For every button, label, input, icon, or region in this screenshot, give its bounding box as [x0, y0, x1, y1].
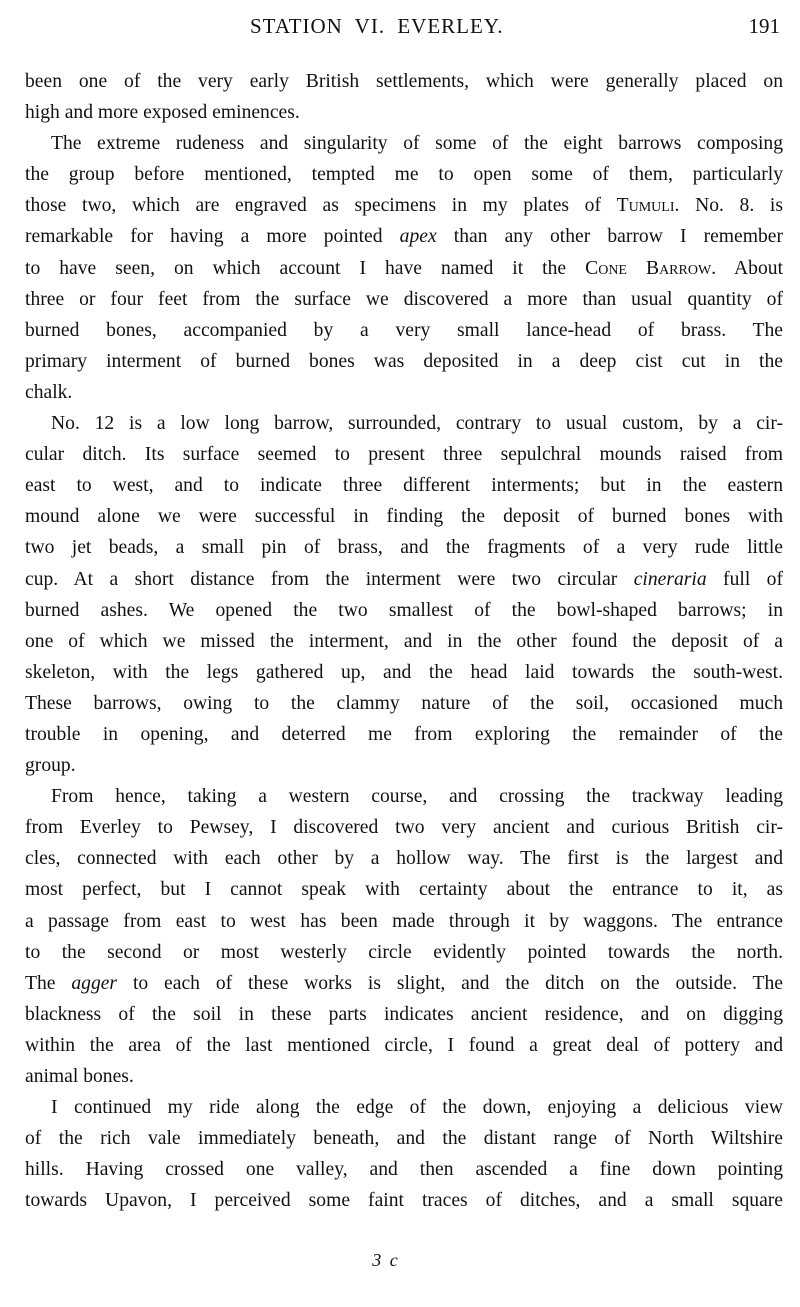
text-line: the group before mentioned, tempted me to open some of them, particularly	[25, 164, 783, 186]
text-run: to each of these works is slight, and the ditch on the outside. The	[117, 972, 783, 994]
text-line: burned ashes. We opened the two smallest of the bowl-shaped barrows; in	[25, 599, 783, 621]
text-run: full of	[706, 568, 783, 590]
small-caps-run: Tumuli	[616, 195, 675, 217]
text-line: cles, connected with each other by a hollow way. The first is the largest and	[25, 848, 783, 870]
text-line: animal bones.	[25, 1066, 134, 1087]
italic-run: apex	[399, 226, 437, 248]
text-line: trouble in opening, and deterred me from exploring the remainder of the	[25, 723, 783, 745]
text-run: to have seen, on which account I have named it the	[25, 257, 586, 279]
text-line	[25, 221, 783, 252]
text-line: hills. Having crossed one valley, and then ascended a fine down pointing	[25, 1159, 783, 1181]
text-run: than any other barrow I remember	[436, 226, 783, 248]
text-line: primary interment of burned bones was deposited in a deep cist cut in the	[25, 350, 783, 372]
text-line: one of which we missed the interment, and in the other found the deposit of a	[25, 630, 783, 652]
text-run: cup. At a short distance from the interment were two circular	[25, 568, 634, 590]
text-line: towards Upavon, I perceived some faint traces of ditches, and a small square	[25, 1190, 783, 1212]
text-line	[25, 564, 783, 595]
italic-run: agger	[71, 972, 118, 994]
text-line	[25, 968, 783, 999]
text-line: These barrows, owing to the clammy nature of the soil, occasioned much	[25, 692, 783, 714]
text-line: within the area of the last mentioned circle, I found a great deal of pottery and	[25, 1034, 783, 1056]
text-line: east to west, and to indicate three different interments; but in the eastern	[25, 475, 783, 497]
text-line: of the rich vale immediately beneath, and the distant range of North Wiltshire	[25, 1128, 783, 1150]
text-line: No. 12 is a low long barrow, surrounded, contrary to usual custom, by a cir-	[51, 413, 783, 435]
text-line: skeleton, with the legs gathered up, and the head laid towards the south-west.	[25, 661, 783, 683]
text-line: I continued my ride along the edge of the down, enjoying a delicious view	[51, 1097, 783, 1119]
text-run: . About	[711, 257, 784, 279]
text-run: . No. 8. is	[674, 195, 783, 217]
text-line	[25, 253, 783, 284]
text-line: burned bones, accompanied by a very small lance-head of brass. The	[25, 319, 783, 341]
text-line: to the second or most westerly circle evidently pointed towards the north.	[25, 941, 783, 963]
small-caps-run: Cone Barrow	[585, 257, 712, 279]
text-run: remarkable for having a more pointed	[25, 226, 400, 248]
running-head	[0, 14, 800, 44]
text-line: chalk.	[25, 381, 73, 403]
page-number: 191	[748, 14, 780, 38]
text-line	[25, 190, 783, 221]
text-run: The	[25, 972, 72, 994]
text-line: The extreme rudeness and singularity of some of the eight barrows composing	[51, 133, 783, 155]
body-text	[25, 66, 783, 1216]
italic-run: cineraria	[633, 568, 707, 590]
signature-mark: 3 c	[372, 1250, 398, 1270]
text-run: those two, which are engraved as specimens in my plates of	[25, 195, 617, 217]
text-line: mound alone we were successful in finding the deposit of burned bones with	[25, 506, 783, 528]
text-line: group.	[25, 755, 76, 777]
text-line: two jet beads, a small pin of brass, and the fragments of a very rude little	[25, 537, 783, 559]
text-line: three or four feet from the surface we discovered a more than usual quantity of	[25, 288, 783, 310]
text-line: blackness of the soil in these parts indicates ancient residence, and on digging	[25, 1003, 783, 1025]
running-title: STATION VI. EVERLEY.	[250, 14, 504, 38]
text-line: a passage from east to west has been made through it by waggons. The entrance	[25, 910, 783, 932]
text-line: cular ditch. Its surface seemed to present three sepulchral mounds raised from	[25, 444, 783, 466]
text-line: from Everley to Pewsey, I discovered two very ancient and curious British cir-	[25, 817, 783, 839]
text-line: most perfect, but I cannot speak with certainty about the entrance to it, as	[25, 879, 783, 901]
text-line: been one of the very early British settlements, which were generally placed on	[25, 71, 783, 92]
text-line: high and more exposed eminences.	[25, 102, 300, 124]
text-line: From hence, taking a western course, and crossing the trackway leading	[51, 786, 783, 808]
